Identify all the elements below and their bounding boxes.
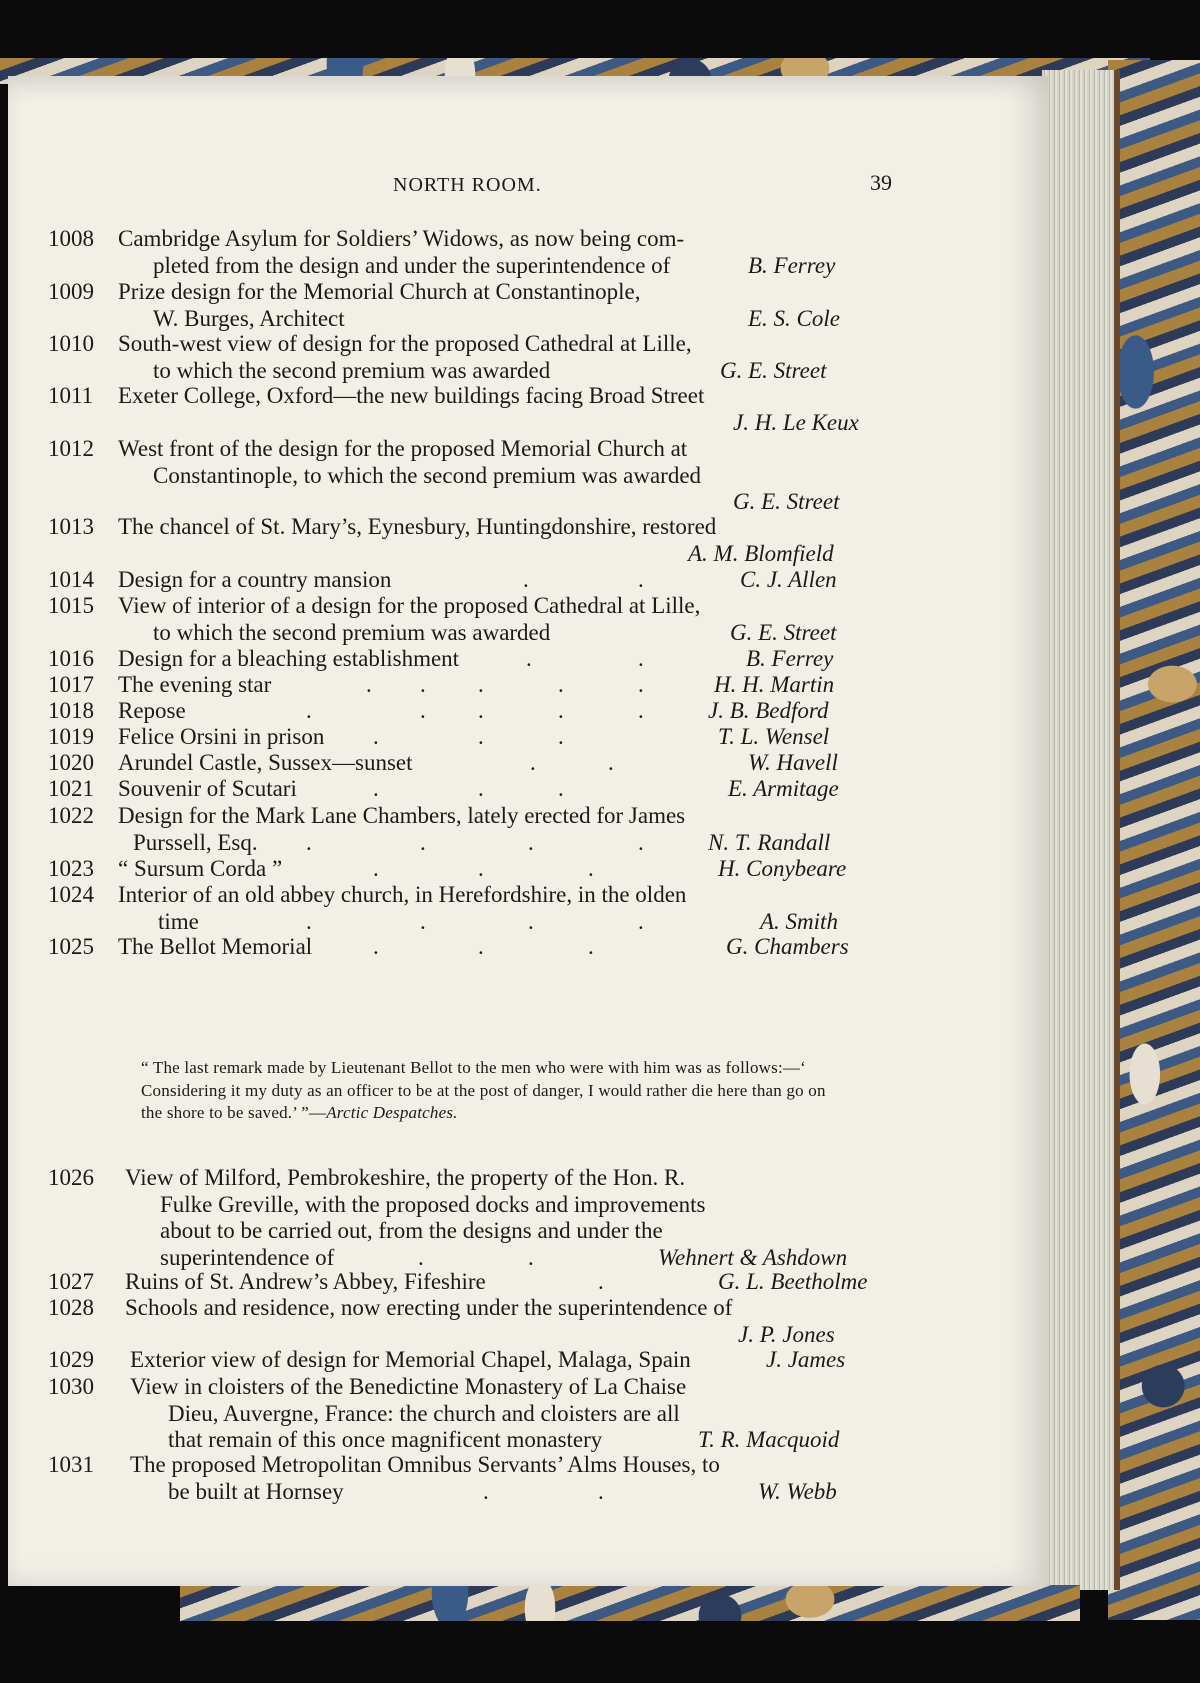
leader-dot: . (638, 829, 644, 855)
page-number: 39 (870, 170, 892, 195)
artist-name: Wehnert & Ashdown (658, 1244, 848, 1270)
leader-dot: . (306, 698, 312, 723)
entry-title-line: Purssell, Esq. (133, 829, 258, 855)
entry-number: 1009 (48, 279, 94, 304)
artist-name: E. S. Cole (748, 305, 840, 331)
entry-number: 1030 (48, 1374, 94, 1399)
artist-name: H. Conybeare (718, 856, 847, 881)
entry-number: 1014 (48, 567, 94, 592)
leader-dot: . (526, 646, 532, 671)
entry-number: 1029 (48, 1347, 94, 1372)
leader-dot: . (598, 1478, 604, 1504)
entry-title-line: W. Burges, Architect (153, 305, 345, 331)
entry-number: 1028 (48, 1295, 94, 1320)
leader-dot: . (638, 908, 644, 934)
entry-title-line: Felice Orsini in prison (118, 724, 325, 749)
leader-dot: . (420, 829, 426, 855)
artist-name: W. Havell (748, 750, 838, 775)
artist-name: B. Ferrey (748, 252, 836, 278)
leader-dot: . (478, 724, 484, 749)
leader-dot: . (420, 698, 426, 723)
leader-dot: . (558, 776, 564, 801)
leader-dot: . (478, 856, 484, 881)
artist-name: J. P. Jones (738, 1321, 835, 1347)
leader-dot: . (478, 672, 484, 697)
entry-title-line: Constantinople, to which the second premium was awarded (153, 462, 702, 488)
entry-title-line: to which the second premium was awarded (153, 619, 551, 645)
entry-title-line: “ Sursum Corda ” (118, 856, 283, 881)
leader-dot: . (478, 934, 484, 959)
entry-title-line: Design for a country mansion (118, 567, 392, 592)
entry-title-line: View of interior of a design for the proposed Cathedral at Lille, (118, 593, 701, 618)
entry-title-line: pleted from the design and under the superintendence of (153, 252, 671, 278)
entry-number: 1010 (48, 331, 94, 356)
artist-name: G. E. Street (733, 489, 840, 514)
leader-dot: . (420, 908, 426, 934)
artist-name: W. Webb (758, 1478, 837, 1504)
entry-title-line: West front of the design for the proposed Memorial Church at (118, 436, 688, 461)
artist-name: A. M. Blomfield (688, 540, 834, 566)
entry-number: 1019 (48, 724, 94, 749)
entry-title-line: Dieu, Auvergne, France: the church and cloisters are all (168, 1400, 680, 1426)
entry-title-line: Schools and residence, now erecting under the superintendence of (125, 1295, 733, 1320)
leader-dot: . (528, 908, 534, 934)
entry-title-line: Design for the Mark Lane Chambers, lately erected for James (118, 803, 686, 828)
artist-name: H. H. Martin (714, 672, 835, 697)
entry-number: 1027 (48, 1269, 94, 1294)
leader-dot: . (638, 646, 644, 671)
entry-title-line: Arundel Castle, Sussex—sunset (118, 750, 413, 775)
artist-name: N. T. Randall (708, 829, 831, 855)
leader-dot: . (366, 672, 372, 697)
page-header (8, 170, 1048, 204)
leader-dot: . (306, 829, 312, 855)
entry-title-line: Prize design for the Memorial Church at Constantinople, (118, 279, 641, 304)
entry-number: 1024 (48, 882, 94, 907)
leader-dot: . (638, 672, 644, 697)
quote-text: “ The last remark made by Lieutenant Bellot to the men who were with him was as follows:—‘ Considering it my duty as an officer to be at the post of danger, I would rather die here than go on the shore to be saved.’ ”— (141, 1058, 826, 1122)
entry-title-line: The evening star (118, 672, 272, 697)
entry-title-line: to which the second premium was awarded (153, 357, 551, 383)
entry-title-line: View of Milford, Pembrokeshire, the property of the Hon. R. (125, 1165, 686, 1190)
leader-dot: . (306, 908, 312, 934)
leader-dot: . (523, 567, 529, 592)
entry-number: 1013 (48, 514, 94, 539)
entry-title-line: Fulke Greville, with the proposed docks and improvements (160, 1191, 706, 1217)
artist-name: G. L. Beetholme (718, 1269, 868, 1294)
entry-title-line: that remain of this once magnificent monastery (168, 1427, 603, 1452)
leader-dot: . (638, 698, 644, 723)
leader-dot: . (558, 672, 564, 697)
entry-number: 1016 (48, 646, 94, 671)
entry-number: 1015 (48, 593, 94, 618)
catalogue-page (8, 76, 1048, 1586)
entry-title-line: South-west view of design for the proposed Cathedral at Lille, (118, 331, 692, 356)
entry-title-line: Cambridge Asylum for Soldiers’ Widows, as now being com- (118, 226, 685, 251)
entry-title-line: The proposed Metropolitan Omnibus Servants’ Alms Houses, to (130, 1452, 720, 1477)
leader-dot: . (478, 698, 484, 723)
artist-name: T. L. Wensel (718, 724, 830, 749)
entry-title-line: The chancel of St. Mary’s, Eynesbury, Huntingdonshire, restored (118, 514, 717, 539)
leader-dot: . (530, 750, 536, 775)
leader-dot: . (598, 1269, 604, 1294)
artist-name: G. E. Street (730, 619, 837, 645)
entry-title-line: superintendence of (160, 1244, 335, 1270)
leader-dot: . (478, 776, 484, 801)
entry-title-line: Design for a bleaching establishment (118, 646, 460, 671)
entry-title-line: View in cloisters of the Benedictine Monastery of La Chaise (130, 1374, 687, 1399)
artist-name: A. Smith (760, 908, 838, 934)
leader-dot: . (373, 776, 379, 801)
marbled-cover-right (1108, 60, 1200, 1620)
leader-dot: . (558, 724, 564, 749)
entry-number: 1023 (48, 856, 94, 881)
page-edges (1042, 70, 1120, 1590)
entry-title-line: time (158, 908, 199, 934)
entry-title-line: Exeter College, Oxford—the new buildings facing Broad Street (118, 383, 705, 408)
entry-number: 1008 (48, 226, 94, 251)
leader-dot: . (608, 750, 614, 775)
leader-dot: . (558, 698, 564, 723)
entry-number: 1025 (48, 934, 94, 959)
leader-dot: . (373, 934, 379, 959)
leader-dot: . (373, 724, 379, 749)
marbled-cover-bottom (180, 1585, 1080, 1621)
artist-name: G. Chambers (726, 934, 849, 959)
artist-name: E. Armitage (728, 776, 839, 801)
entry-number: 1020 (48, 750, 94, 775)
artist-name: J. B. Bedford (708, 698, 829, 723)
entry-number: 1017 (48, 672, 94, 697)
entry-number: 1026 (48, 1165, 94, 1190)
leader-dot: . (418, 1244, 424, 1270)
entry-number: 1011 (48, 383, 94, 408)
artist-name: B. Ferrey (746, 646, 834, 671)
artist-name: C. J. Allen (740, 567, 837, 592)
bellot-quote (141, 1057, 841, 1125)
quote-source: Arctic Despatches. (326, 1103, 458, 1122)
leader-dot: . (588, 856, 594, 881)
entry-title-line: about to be carried out, from the designs and under the (160, 1218, 663, 1243)
entry-number: 1022 (48, 803, 94, 828)
entry-title-line: Exterior view of design for Memorial Chapel, Malaga, Spain (130, 1347, 691, 1372)
leader-dot: . (373, 856, 379, 881)
leader-dot: . (420, 672, 426, 697)
entry-title-line: Repose (118, 698, 186, 723)
leader-dot: . (588, 934, 594, 959)
leader-dot: . (638, 567, 644, 592)
artist-name: T. R. Macquoid (698, 1427, 840, 1452)
entry-title-line: be built at Hornsey (168, 1478, 344, 1504)
leader-dot: . (528, 829, 534, 855)
running-title: NORTH ROOM. (393, 174, 542, 196)
entry-number: 1012 (48, 436, 94, 461)
entry-title-line: Souvenir of Scutari (118, 776, 297, 801)
leader-dot: . (483, 1478, 489, 1504)
entry-number: 1021 (48, 776, 94, 801)
artist-name: G. E. Street (720, 357, 827, 383)
entry-title-line: The Bellot Memorial (118, 934, 313, 959)
entry-title-line: Ruins of St. Andrew’s Abbey, Fifeshire (125, 1269, 486, 1294)
artist-name: J. James (766, 1347, 846, 1372)
entry-title-line: Interior of an old abbey church, in Herefordshire, in the olden (118, 882, 687, 907)
entry-number: 1018 (48, 698, 94, 723)
artist-name: J. H. Le Keux (733, 409, 859, 435)
entry-number: 1031 (48, 1452, 94, 1477)
leader-dot: . (528, 1244, 534, 1270)
